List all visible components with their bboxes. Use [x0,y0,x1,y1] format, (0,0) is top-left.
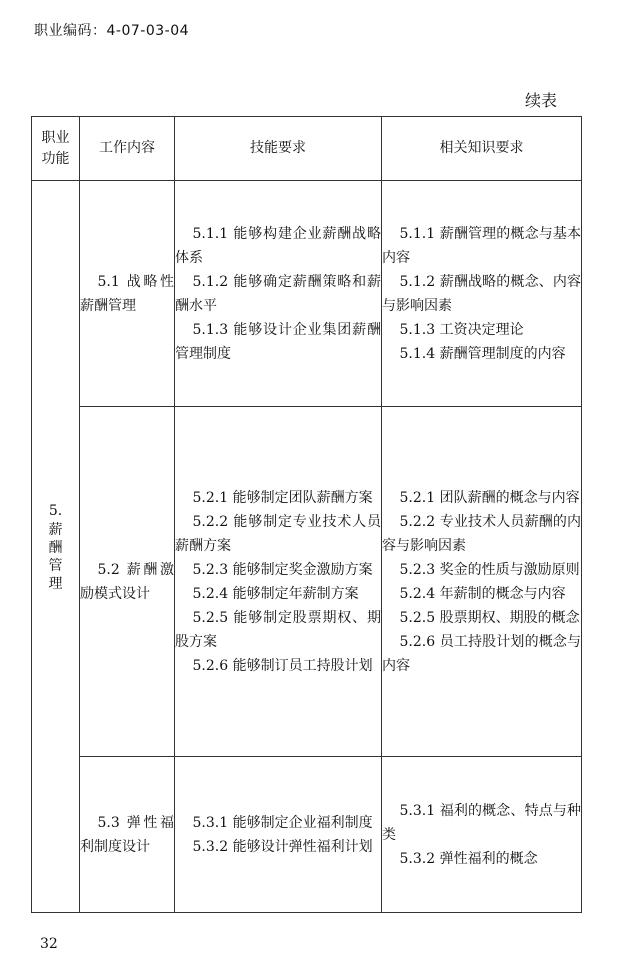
knowledge-item: 5.1.4 薪酬管理制度的内容 [399,345,566,362]
skill-item: 5.2.1 能够制定团队薪酬方案 [192,489,373,506]
header-row [32,117,582,181]
competency-table [31,116,582,913]
header-function: 职业功能 [32,117,80,181]
knowledge-item: 5.1.3 工资决定理论 [399,321,524,338]
knowledge-item: 5.2.4 年薪制的概念与内容 [399,585,566,602]
skill-item: 5.1.3 能够设计企业集团薪酬管理制度 [175,321,381,362]
skills-cell [175,407,382,757]
skills-cell [175,181,382,407]
knowledge-item: 5.2.6 员工持股计划的概念与内容 [382,633,581,674]
skill-item: 5.2.6 能够制订员工持股计划 [192,657,373,674]
content-cell: 5.2 薪酬激励模式设计 [80,407,175,757]
table-row [32,757,582,913]
content-cell: 5.1 战略性薪酬管理 [80,181,175,407]
skill-item: 5.2.3 能够制定奖金激励方案 [192,561,373,578]
knowledge-cell [382,757,582,913]
knowledge-item: 5.1.1 薪酬管理的概念与基本内容 [382,225,581,266]
function-cell [32,181,80,913]
table-row [32,181,582,407]
knowledge-cell [382,181,582,407]
skill-item: 5.2.5 能够制定股票期权、期股方案 [175,609,381,650]
header-content: 工作内容 [80,117,175,181]
occupation-code: 职业编码：4-07-03-04 [34,23,190,39]
skill-item: 5.1.1 能够构建企业薪酬战略体系 [175,225,381,266]
skill-item: 5.3.1 能够制定企业福利制度 [192,814,373,831]
skills-cell [175,757,382,913]
knowledge-item: 5.1.2 薪酬战略的概念、内容与影响因素 [382,273,581,314]
skill-item: 5.1.2 能够确定薪酬策略和薪酬水平 [175,273,381,314]
function-name: 薪酬管理 [48,521,63,592]
continued-label: 续表 [525,91,558,110]
knowledge-item: 5.2.5 股票期权、期股的概念 [399,609,580,626]
page-number: 32 [40,936,58,952]
knowledge-item: 5.2.1 团队薪酬的概念与内容 [399,489,580,506]
header-knowledge: 相关知识要求 [382,117,582,181]
skill-item: 5.2.4 能够制定年薪制方案 [192,585,359,602]
knowledge-item: 5.3.2 弹性福利的概念 [399,850,538,867]
skill-item: 5.3.2 能够设计弹性福利计划 [192,838,373,855]
content-cell: 5.3 弹性福利制度设计 [80,757,175,913]
header-skills: 技能要求 [175,117,382,181]
knowledge-item: 5.3.1 福利的概念、特点与种类 [382,802,581,843]
table-row [32,407,582,757]
knowledge-item: 5.2.3 奖金的性质与激励原则 [399,561,580,578]
function-number: 5. [48,502,63,519]
skill-item: 5.2.2 能够制定专业技术人员薪酬方案 [175,513,381,554]
knowledge-cell [382,407,582,757]
knowledge-item: 5.2.2 专业技术人员薪酬的内容与影响因素 [382,513,581,554]
